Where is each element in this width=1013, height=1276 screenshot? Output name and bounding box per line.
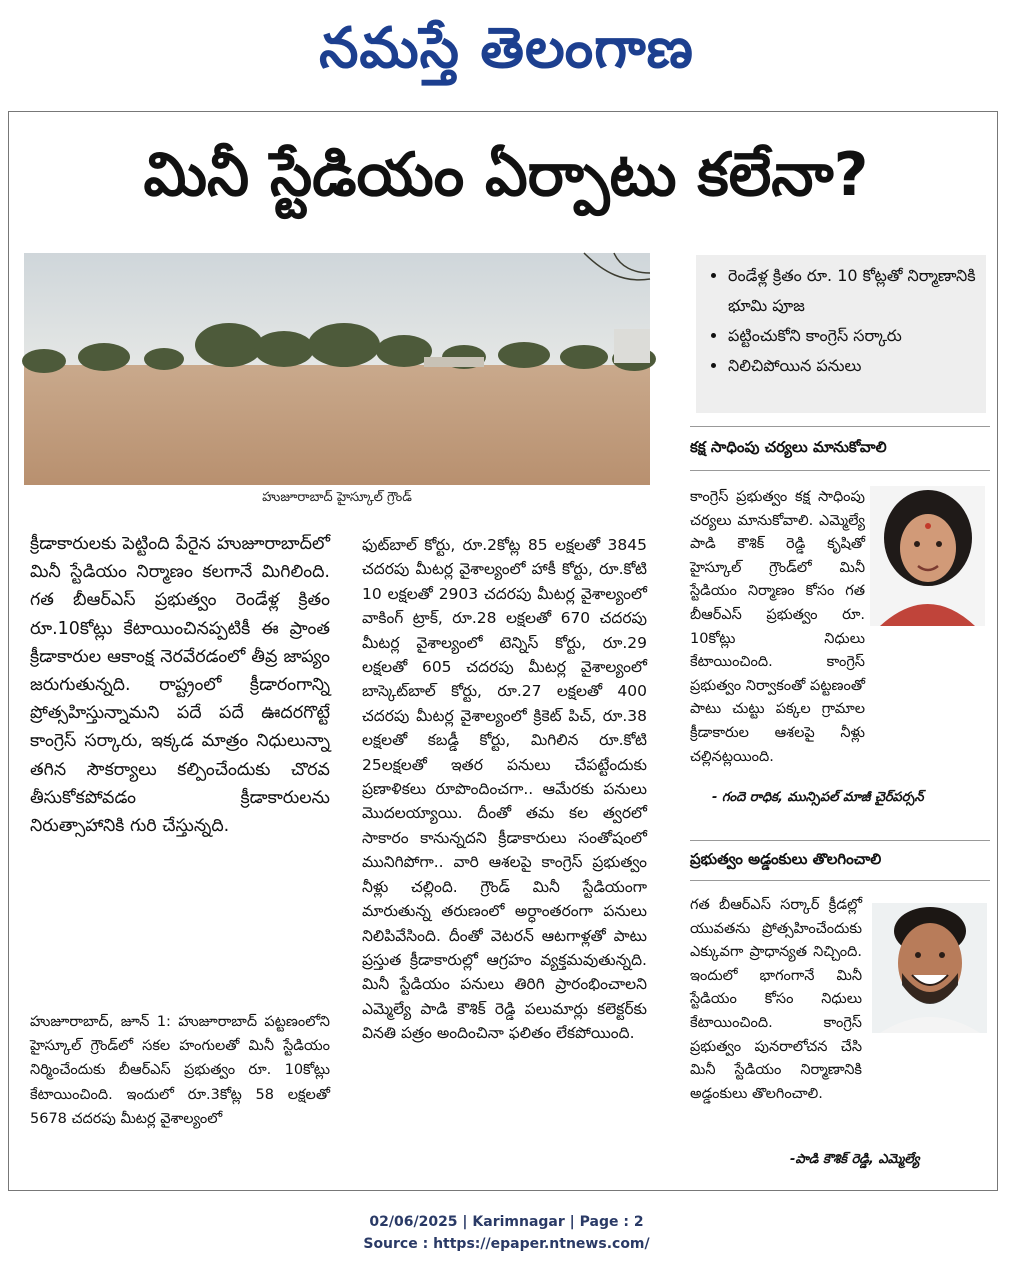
headline: మినీ స్టేడియం ఏర్పాటు కలేనా?: [143, 140, 869, 210]
highlight-item: • రెండేళ్ల క్రితం రూ. 10 కోట్లతో నిర్మాణానికి భూమి పూజ: [728, 261, 978, 321]
avatar-kaushik: [872, 903, 987, 1033]
divider: [690, 880, 990, 881]
footer-source: Source : https://epaper.ntnews.com/: [363, 1236, 650, 1252]
footer-date-edition: 02/06/2025 | Karimnagar | Page : 2: [369, 1214, 644, 1230]
article-body-part2: ఫుట్‌బాల్ కోర్టు, రూ.2కోట్ల 85 లక్షలతో 3845 చదరపు మీటర్ల వైశాల్యంలో హాకీ కోర్టు, రూ.కోటి 10 లక్షలతో 2903 చదరపు మీటర్ల వైశాల్యంలో వాకింగ్ ట్రాక్, రూ.28 లక్షలతో 670 చదరపు మీటర్ల వైశాల్యంలో టెన్నిస్ కోర్టు, రూ.29 లక్షలతో 605 చదరపు మీటర్ల వైశాల్యంలో బాస్కెట్‌బాల్ కోర్టు, రూ.27 లక్షలతో 400 చదరపు మీటర్ల వైశాల్యంలో క్రికెట్ పిచ్, రూ.38 లక్షలతో కబడ్డీ కోర్టు, మిగిలిన రూ.కోటి 25లక్షలతో ఇతర పనులు చేపట్టేందుకు ప్రణాళికలు రూపొందించగా.. ఆమేరకు పనులు మొదలయ్యాయి. దీంతో తమ కల త్వరలో సాకారం కానున్నదని క్రీడాకారులు సంతోషంలో మునిగిపోగా.. వారి ఆశలపై కాంగ్రెస్ ప్రభుత్వం నీళ్లు చల్లింది. గ్రౌండ్ మినీ స్టేడియంగా మారుతున్న తరుణంలో అర్ధాంతరంగా పనులు నిలిపివేసింది. దీంతో వెటరన్ ఆటగాళ్లతో పాటు ప్రస్తుత క్రీడాకారుల్లో ఆగ్రహం వ్యక్తమవుతున్నది. మినీ స్టేడియం పనులు తిరిగి ప్రారంభించాలని ఎమ్మెల్యే పాడి కౌశిక్ రెడ్డి పలుమార్లు కలెక్టర్‌కు వినతి పత్రం అందించినా ఫలితం లేకపోయింది.: [362, 536, 647, 1043]
quote1-heading: కక్ష సాధింపు చర్యలు మానుకోవాలి: [690, 438, 887, 456]
divider: [690, 470, 990, 471]
divider: [690, 840, 990, 841]
quote1-text-continued: [690, 680, 986, 780]
quote1-text-column: [690, 486, 865, 765]
quote1-body: కాంగ్రెస్ ప్రభుత్వం కక్ష సాధింపు చర్యలు మానుకోవాలి. ఎమ్మెల్యే పాడి కౌశిక్ రెడ్డి కృషితో హైస్కూల్ గ్రౌండ్‌లో మినీ స్టేడియం నిర్మాణం కోసం గత బీఆర్‌ఎస్ ప్రభుత్వం రూ. 10కోట్లు నిధులు కేటాయించింది. కాంగ్రెస్ ప్రభుత్వం నిర్వాకంతో పట్టణంతో పాటు చుట్టు పక్కల గ్రామాల క్రీడాకారుల ఆశలపై నీళ్లు చల్లినట్లయింది.: [690, 489, 865, 765]
photo-caption: హుజూరాబాద్ హైస్కూల్ గ్రౌండ్: [262, 490, 412, 505]
ground-photo: [24, 253, 650, 485]
highlight-item: • నిలిచిపోయిన పనులు: [728, 351, 978, 381]
quote2-heading: ప్రభుత్వం అడ్డంకులు తొలగించాలి: [690, 850, 882, 868]
quote2-signature: -పాడి కౌశిక్ రెడ్డి, ఎమ్మెల్యే: [790, 1152, 920, 1167]
masthead-title: నమస్తే తెలంగాణ: [319, 16, 694, 81]
person-portrait-icon: [872, 903, 987, 1033]
divider: [690, 426, 990, 427]
quote2-text: [690, 894, 862, 1102]
highlights-box: [696, 255, 986, 413]
article-body-part1: హుజూరాబాద్, జూన్ 1: హుజూరాబాద్ పట్టణంలోని హైస్కూల్ గ్రౌండ్‌లో సకల హంగులతో మినీ స్టేడియం నిర్మించేందుకు బీఆర్‌ఎస్ ప్రభుత్వం రూ. 10కోట్లు కేటాయించింది. ఇందులో రూ.3కోట్ల 58 లక్షలతో 5678 చదరపు మీటర్ల వైశాల్యంలో: [30, 1014, 330, 1127]
highlight-item: • పట్టించుకోని కాంగ్రెస్ సర్కారు: [728, 321, 978, 351]
ground-photo-icon: [24, 253, 650, 485]
quote1-signature: - గందె రాధిక, మున్సిపల్ మాజీ చైర్‌పర్సన్: [712, 790, 924, 805]
masthead-logo: [0, 6, 1013, 92]
quote2-body: గత బీఆర్‌ఎస్ సర్కార్ క్రీడల్లో యువతను ప్రోత్సహించేందుకు ఎక్కువగా ప్రాధాన్యత నిచ్చింది. ఇందులో భాగంగానే మినీ స్టేడియం కోసం నిధులు కేటాయించింది. కాంగ్రెస్ ప్రభుత్వం పునరాలోచన చేసి మినీ స్టేడియం నిర్మాణానికి అడ్డంకులు తొలగించాలి.: [690, 897, 862, 1102]
article-intro: క్రీడాకారులకు పెట్టింది పేరైన హుజూరాబాద్‌లో మినీ స్టేడియం నిర్మాణం కలగానే మిగిలింది. గత బీఆర్‌ఎస్ ప్రభుత్వం రెండేళ్ల క్రితం రూ.10కోట్లు కేటాయించినప్పటికీ ఈ ప్రాంత క్రీడాకారుల ఆకాంక్ష నెరవేరడంలో తీవ్ర జాప్యం జరుగుతున్నది. రాష్ట్రంలో క్రీడారంగాన్ని ప్రోత్సహిస్తున్నామని పదే పదే ఊదరగొట్టే కాంగ్రెస్ సర్కారు, ఇక్కడ మాత్రం నిధులున్నా తగిన సౌకర్యాలు కల్పించేందుకు చొరవ తీసుకోకపోవడం క్రీడాకారులను నిరుత్సాహానికి గురి చేస్తున్నది.: [30, 534, 330, 837]
